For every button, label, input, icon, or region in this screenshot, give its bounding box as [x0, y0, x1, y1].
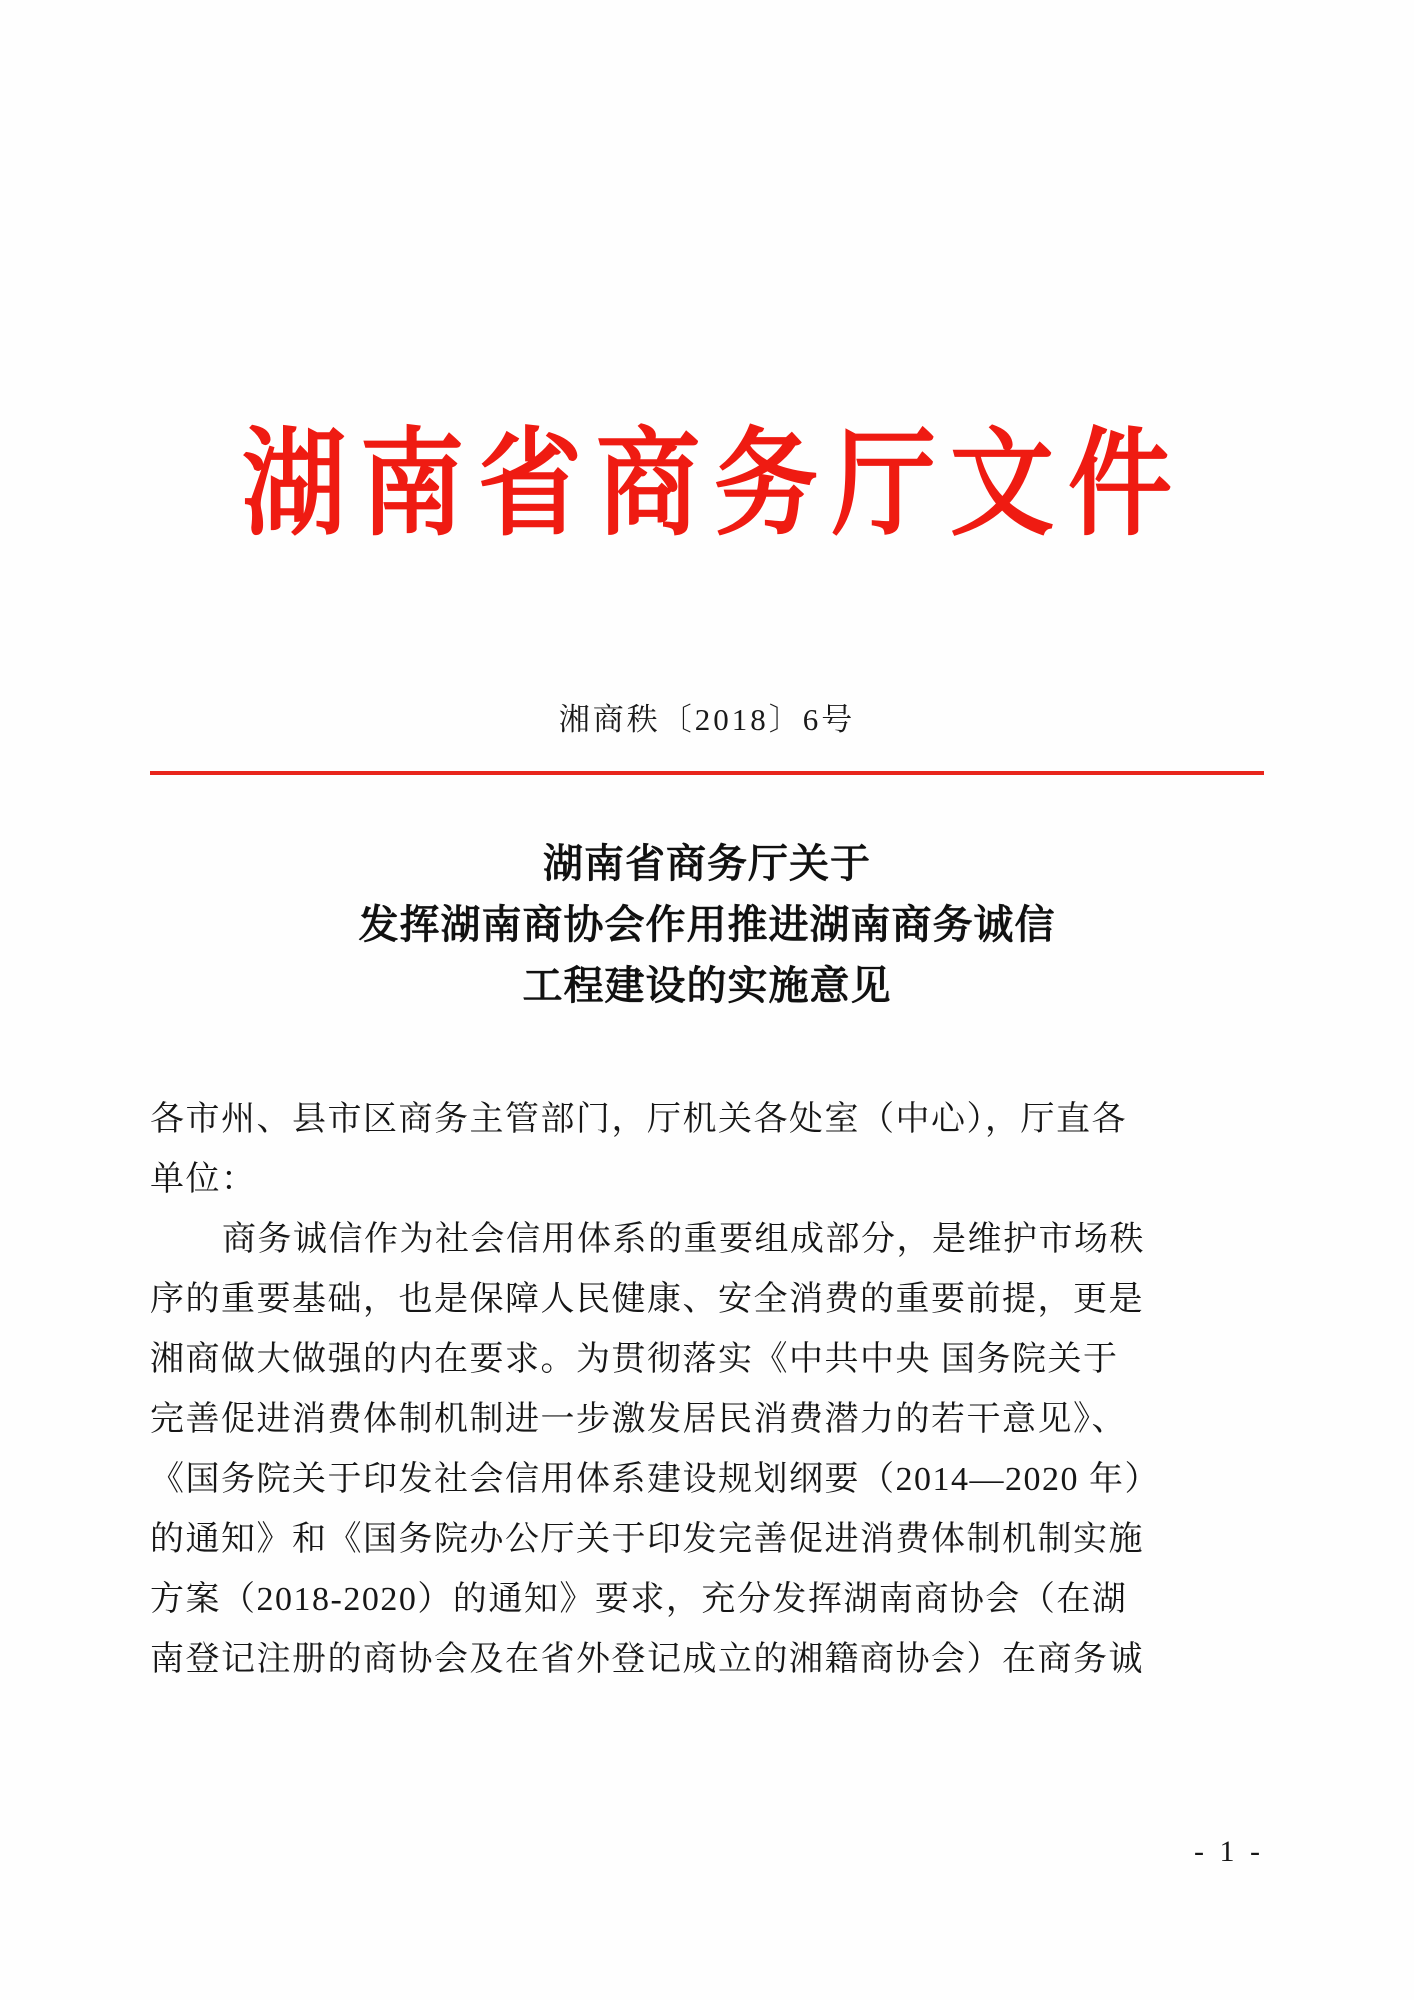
letterhead — [0, 415, 1414, 553]
body-line: 序的重要基础，也是保障人民健康、安全消费的重要前提，更是 — [150, 1281, 1144, 1318]
body-line: 《国务院关于印发社会信用体系建设规划纲要（2014—2020 年） — [150, 1461, 1160, 1498]
body-line: 各市州、县市区商务主管部门，厅机关各处室（中心），厅直各 — [150, 1101, 1127, 1138]
body-line: 完善促进消费体制机制进一步激发居民消费潜力的若干意见》、 — [150, 1401, 1127, 1438]
body-line: 单位： — [150, 1161, 257, 1198]
document-title-line-2: 发挥湖南商协会作用推进湖南商务诚信 — [358, 902, 1056, 948]
letterhead-organization-title: 湖南省商务厅文件 — [241, 415, 1186, 553]
red-separator-rule — [150, 771, 1264, 775]
body-line: 南登记注册的商协会及在省外登记成立的湘籍商协会）在商务诚 — [150, 1641, 1144, 1678]
document-body — [150, 1090, 1270, 1690]
body-line: 湘商做大做强的内在要求。为贯彻落实《中共中央 国务院关于 — [150, 1341, 1119, 1378]
document-number-row — [0, 694, 1414, 739]
document-title-line-1: 湖南省商务厅关于 — [543, 841, 871, 887]
document-title-line-3: 工程建设的实施意见 — [522, 963, 892, 1009]
document-number: 湘商秩〔2018〕6号 — [558, 702, 856, 737]
page-number: - 1 - — [1194, 1835, 1264, 1868]
body-line: 的通知》和《国务院办公厅关于印发完善促进消费体制机制实施 — [150, 1521, 1144, 1558]
body-line: 方案（2018-2020）的通知》要求，充分发挥湖南商协会（在湖 — [150, 1581, 1128, 1618]
document-title — [150, 834, 1264, 1017]
body-line: 商务诚信作为社会信用体系的重要组成部分，是维护市场秩 — [222, 1221, 1145, 1258]
